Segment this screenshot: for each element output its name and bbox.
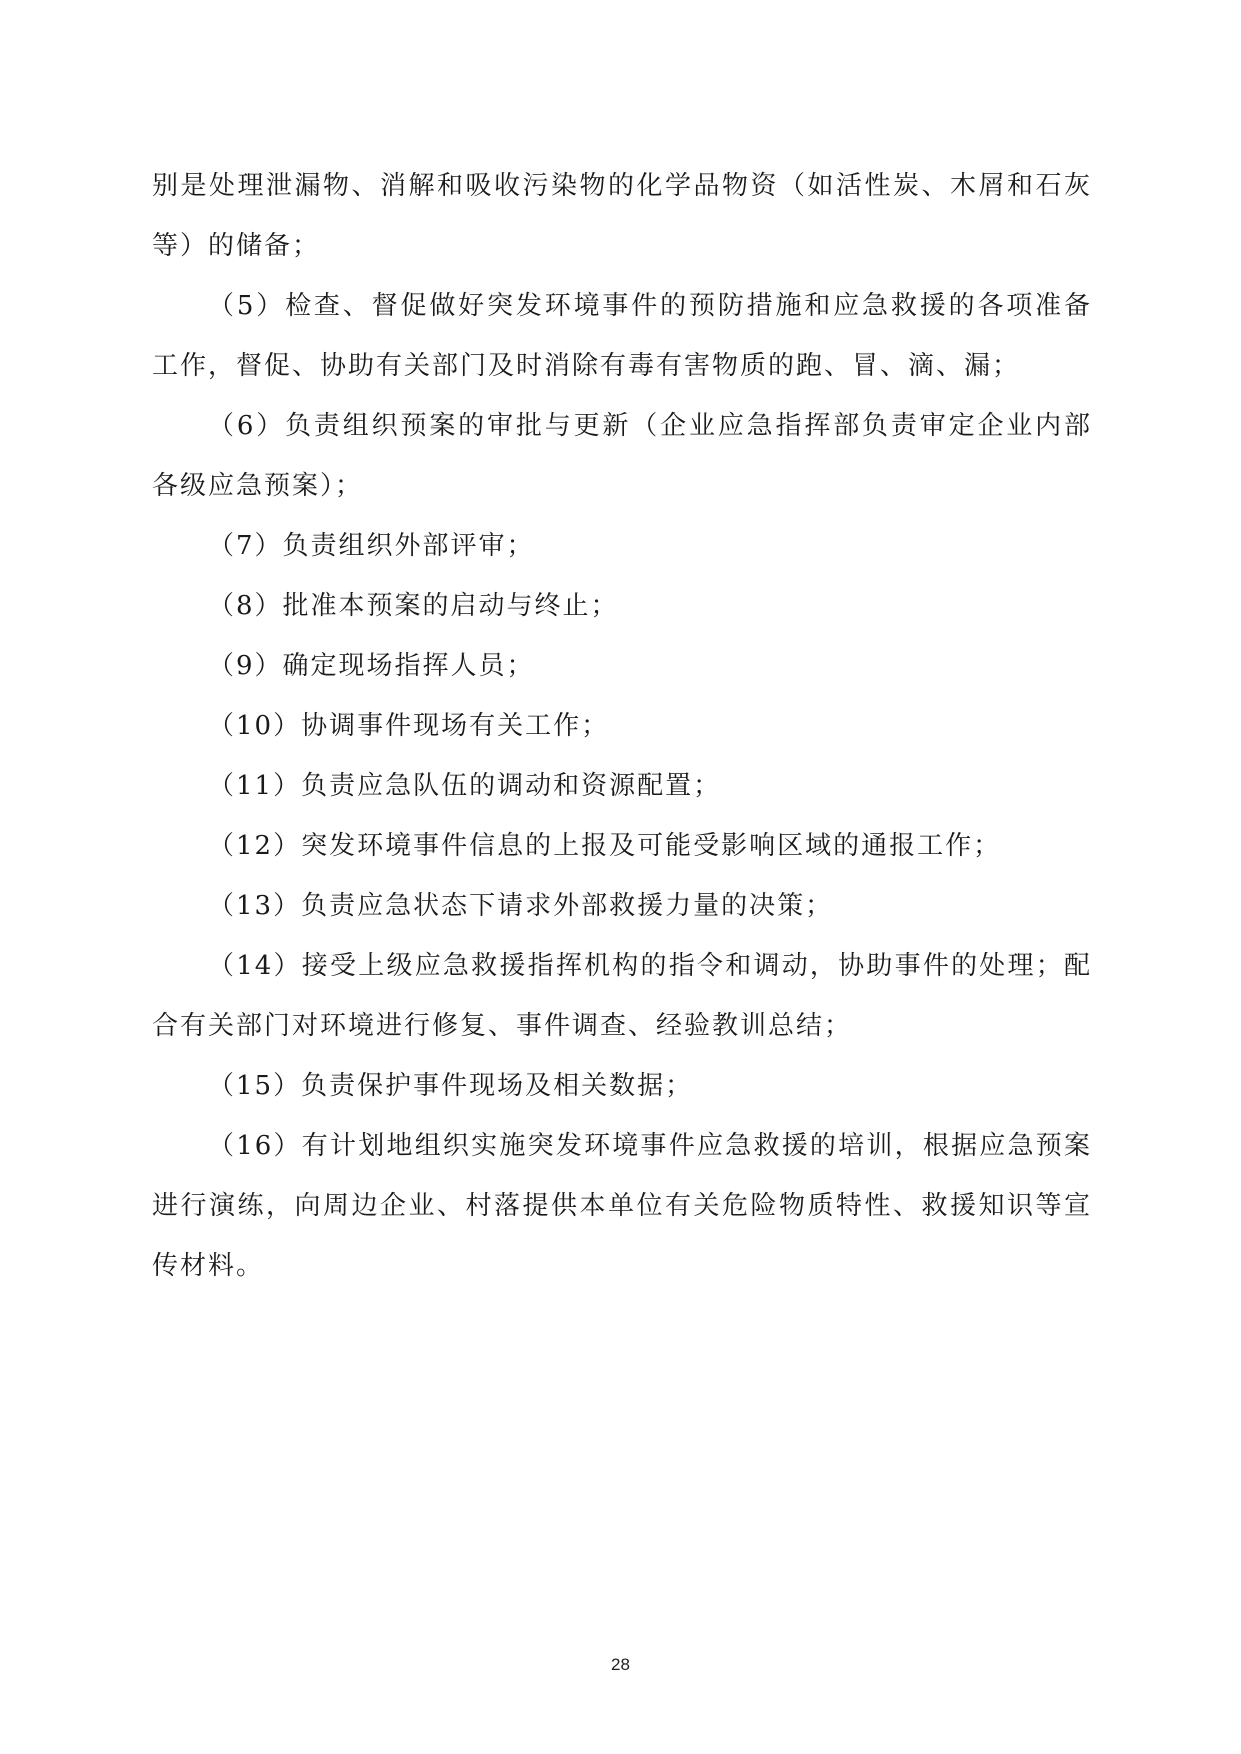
document-body [152, 156, 1092, 1296]
paragraph-item-11: （11）负责应急队伍的调动和资源配置； [208, 771, 722, 801]
paragraph-item-16: （16）有计划地组织实施突发环境事件应急救援的培训，根据应急预案进行演练，向周边企业、村落提供本单位有关危险物质特性、救援知识等宣传材料。 [152, 1131, 1092, 1281]
paragraph-continuation: 别是处理泄漏物、消解和吸收污染物的化学品物资（如活性炭、木屑和石灰等）的储备； [152, 171, 1092, 261]
page-number: 28 [611, 1655, 630, 1674]
paragraph-item-9: （9）确定现场指挥人员； [208, 651, 535, 681]
paragraph-item-13: （13）负责应急状态下请求外部救援力量的决策； [208, 891, 834, 921]
paragraph-item-14: （14）接受上级应急救援指挥机构的指令和调动，协助事件的处理；配合有关部门对环境进行修复、事件调查、经验教训总结； [152, 951, 1092, 1041]
paragraph-item-5: （5）检查、督促做好突发环境事件的预防措施和应急救援的各项准备工作，督促、协助有关部门及时消除有毒有害物质的跑、冒、滴、漏； [152, 291, 1092, 381]
paragraph-item-15: （15）负责保护事件现场及相关数据； [208, 1071, 694, 1101]
paragraph-item-12: （12）突发环境事件信息的上报及可能受影响区域的通报工作； [208, 831, 1002, 861]
paragraph-item-7: （7）负责组织外部评审； [208, 531, 535, 561]
paragraph-item-8: （8）批准本预案的启动与终止； [208, 591, 619, 621]
paragraph-item-6: （6）负责组织预案的审批与更新（企业应急指挥部负责审定企业内部各级应急预案）； [152, 411, 1092, 501]
paragraph-item-10: （10）协调事件现场有关工作； [208, 711, 610, 741]
